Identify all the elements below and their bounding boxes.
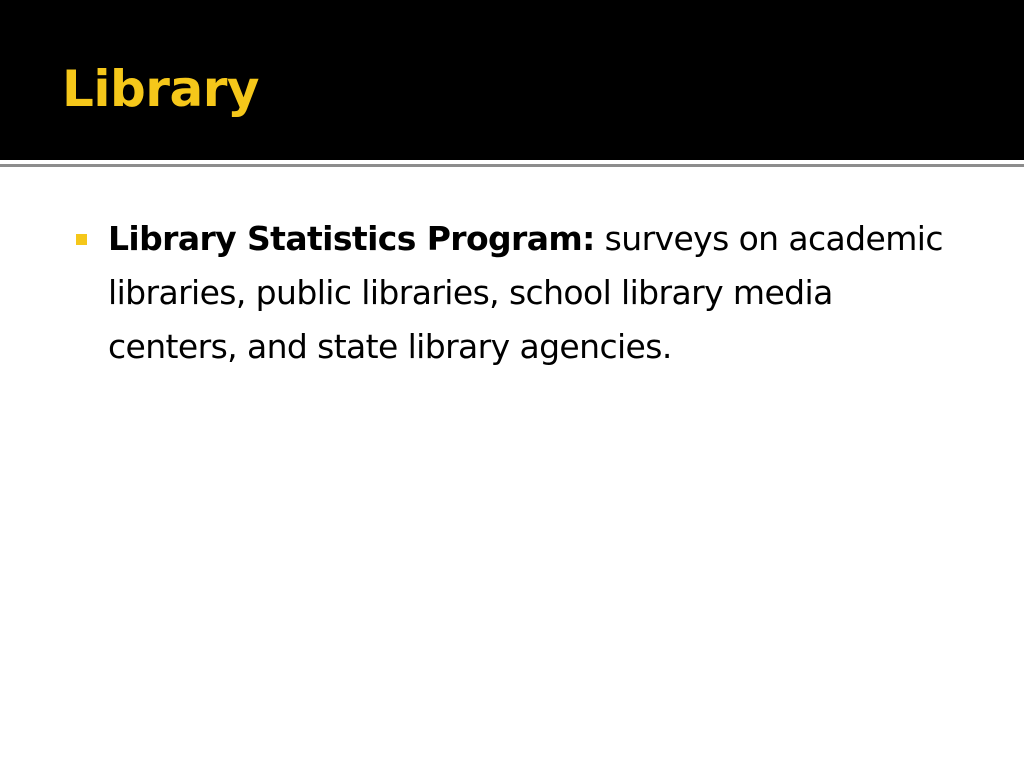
bullet-body: surveys on academic libraries, public libraries, school library media centers, and state library agencies. [108,219,943,366]
slide-title: Library [62,60,259,118]
bullet-item [76,212,946,374]
slide-content [76,212,946,374]
bullet-bold-label: Library Statistics Program: [108,219,595,258]
bullet-text [108,212,946,374]
title-divider [0,164,1024,167]
title-bar [0,0,1024,160]
square-bullet-icon [76,234,87,245]
